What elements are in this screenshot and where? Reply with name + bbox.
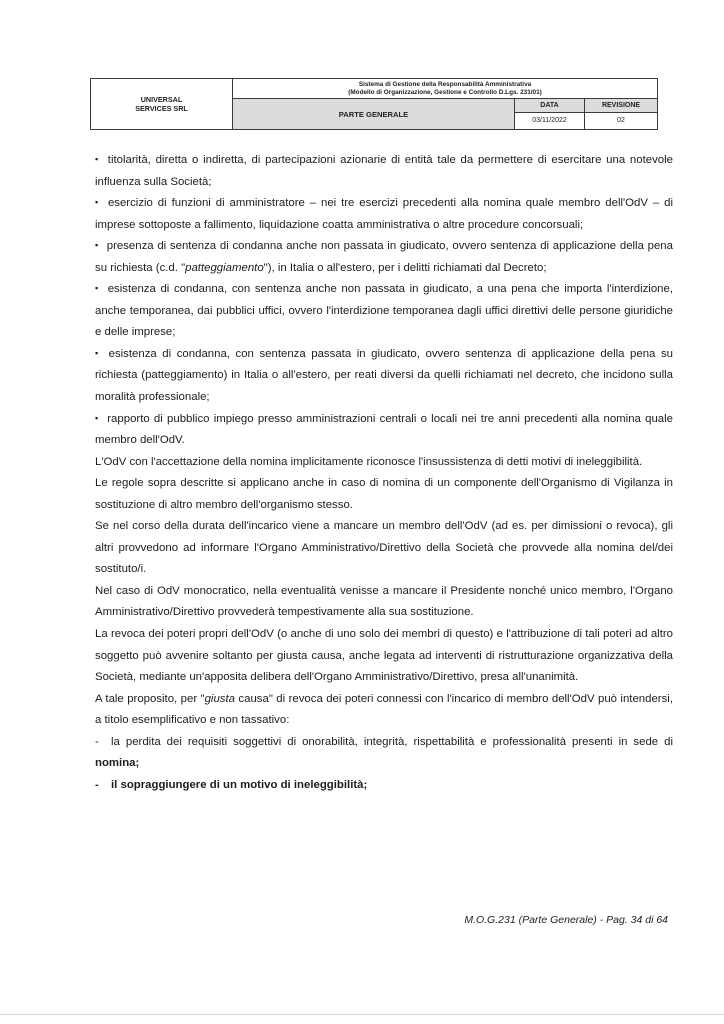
paragraph <box>95 689 673 732</box>
date-value: 03/11/2022 <box>515 113 585 129</box>
dash-item <box>95 775 673 797</box>
divider <box>0 1014 724 1015</box>
dash-text-bold: nomina; <box>95 757 140 770</box>
paragraph-text-start: A tale proposito, per " <box>95 692 205 705</box>
company-line-1: UNIVERSAL <box>140 95 183 104</box>
bullet-item <box>95 409 673 452</box>
dash-marker: - <box>95 735 99 748</box>
bullet-text: titolarità, diretta o indiretta, di partecipazioni azionarie di entità tale da permettere di esercitare una notevole influenza sulla Società; <box>95 154 673 188</box>
dash-item <box>95 732 673 775</box>
management-system-title <box>233 79 657 99</box>
paragraph-text-end: causa" di revoca dei poteri connessi con l'incarico di membro dell'OdV può intendersi, a titolo esemplificativo e non tassativo: <box>95 692 673 727</box>
revision-value: 02 <box>617 117 625 124</box>
paragraph: La revoca dei poteri propri dell'OdV (o anche di uno solo dei membri di questo) e l'attribuzione di tali poteri ad altro soggetto può avvenire soltanto per giusta causa, anche legata ad interventi di ristrutturazione organizzativa della Società, mediante un'apposita delibera dell'Organo Amministrativo/Direttivo, presa all'unanimità. <box>95 628 673 684</box>
bullet-text: esistenza di condanna, con sentenza passata in giudicato, ovvero sentenza di applicazione della pena su richiesta (patteggiamento) in Italia o all'estero, per reati diversi da quelli richiamati nel decreto, che incidono sulla moralità professionale; <box>95 347 673 404</box>
page-footer: M.O.G.231 (Parte Generale) - Pag. 34 di 64 <box>464 914 668 926</box>
bullet-text-end: "), in Italia o all'estero, per i delitti richiamati dal Decreto; <box>263 261 547 274</box>
bullet-item <box>95 236 673 279</box>
section-name: PARTE GENERALE <box>233 99 515 129</box>
date-label: DATA <box>515 99 585 113</box>
paragraph-text-italic: giusta <box>204 692 235 705</box>
bullet-text-start: presenza di sentenza di condanna anche non passata in giudicato, ovvero sentenza di applicazione della pena su richiesta (c.d. " <box>95 240 673 274</box>
company-name <box>91 79 233 129</box>
bullet-text: rapporto di pubblico impiego presso amministrazioni centrali o locali nei tre anni precedenti alla nomina quale membro dell'OdV. <box>95 412 673 447</box>
paragraph: Nel caso di OdV monocratico, nella eventualità venisse a mancare il Presidente nonché unico membro, l'Organo Amministrativo/Direttivo provvederà tempestivamente alla sua sostituzione. <box>95 584 673 619</box>
document-header-table <box>90 78 658 130</box>
paragraph: Se nel corso della durata dell'incarico viene a mancare un membro dell'OdV (ad es. per dimissioni o revoca), gli altri provvedono ad informare l'Organo Amministrativo/Direttivo della Società che provvede alla nomina del/dei sostituto/i. <box>95 520 673 576</box>
bullet-text-italic: patteggiamento <box>185 261 264 274</box>
dash-marker: - <box>95 778 99 791</box>
bullet-text: esistenza di condanna, con sentenza anche non passata in giudicato, a una pena che importa l'interdizione, anche temporanea, dai pubblici uffici, ovvero l'interdizione temporanea dagli uffici direttivi delle persone giuridiche e delle imprese; <box>95 283 673 339</box>
document-body <box>95 150 673 796</box>
bullet-item <box>95 344 673 409</box>
dash-text: la perdita dei requisiti soggettivi di onorabilità, integrità, rispettabilità e professionalità presenti in sede di <box>111 735 673 748</box>
system-title-line-2: (Modello di Organizzazione, Gestione e Controllo D.Lgs. 231/01) <box>348 89 542 96</box>
revision-label: REVISIONE <box>585 99 657 113</box>
dash-text: il sopraggiungere di un motivo di ineleggibilità; <box>111 778 368 791</box>
bullet-item <box>95 279 673 344</box>
paragraph: Le regole sopra descritte si applicano anche in caso di nomina di un componente dell'Organismo di Vigilanza in sostituzione di altro membro dell'organismo stesso. <box>95 477 673 511</box>
system-title-line-1: Sistema di Gestione della Responsabilità Amministrativa <box>358 80 532 88</box>
bullet-text: esercizio di funzioni di amministratore – nei tre esercizi precedenti alla nomina quale membro dell'OdV – di imprese sottoposte a fallimento, liquidazione coatta amministrativa o altre procedure concorsuali; <box>95 197 673 231</box>
bullet-item <box>95 193 673 236</box>
bullet-item <box>95 150 673 193</box>
paragraph: L'OdV con l'accettazione della nomina implicitamente riconosce l'insussistenza di detti motivi di ineleggibilità. <box>95 455 643 468</box>
company-line-2: SERVICES SRL <box>135 104 188 113</box>
